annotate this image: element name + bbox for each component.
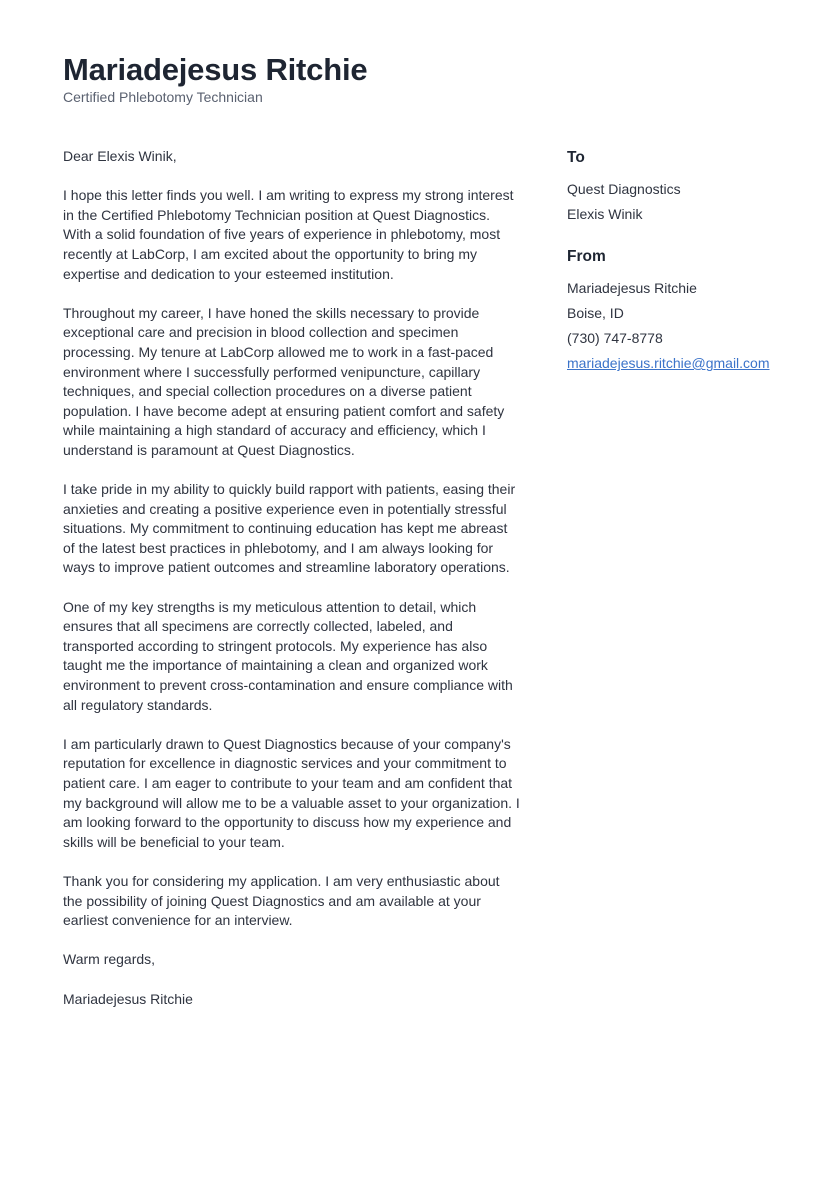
to-section xyxy=(567,148,807,227)
paragraph-2: Throughout my career, I have honed the skills necessary to provide exceptional care and precision in blood collection and specimen processing. My tenure at LabCorp allowed me to work in a fast-paced environment where I successfully performed venipuncture, capillary techniques, and special collection procedures on a diverse patient population. I have become adept at ensuring patient comfort and safety while maintaining a high standard of accuracy and efficiency, which I understand is paramount at Quest Diagnostics. xyxy=(63,304,505,458)
letter-body xyxy=(63,147,521,1029)
from-location: Boise, ID xyxy=(567,305,624,321)
salutation: Dear Elexis Winik, xyxy=(63,148,177,164)
paragraph-3: I take pride in my ability to quickly build rapport with patients, easing their anxieties and creating a positive experience even in potentially stressful situations. My commitment to continuing education has kept me abreast of the latest best practices in phlebotomy, and I am always looking for ways to improve patient outcomes and streamline laboratory operations. xyxy=(63,481,516,576)
to-company: Quest Diagnostics xyxy=(567,181,681,197)
paragraph-4: One of my key strengths is my meticulous attention to detail, which ensures that all specimens are correctly collected, labeled, and transported according to stringent protocols. My experience has also taught me the importance of maintaining a clean and organized work environment to prevent cross-contamination and ensure compliance with all regulatory standards. xyxy=(63,598,513,713)
paragraph-6: Thank you for considering my application. I am very enthusiastic about the possibility of joining Quest Diagnostics and am available at your earliest convenience for an interview. xyxy=(63,872,500,929)
to-heading: To xyxy=(567,149,585,166)
applicant-title: Certified Phlebotomy Technician xyxy=(63,89,263,105)
from-heading: From xyxy=(567,248,606,265)
email-link[interactable]: mariadejesus.ritchie@gmail.com xyxy=(567,355,770,371)
applicant-name: Mariadejesus Ritchie xyxy=(63,52,368,87)
contact-sidebar xyxy=(567,148,807,396)
letter-header xyxy=(63,52,763,106)
from-phone: (730) 747-8778 xyxy=(567,330,663,346)
paragraph-1: I hope this letter finds you well. I am writing to express my strong interest in the Certified Phlebotomy Technician position at Quest Diagnostics. With a solid foundation of five years of experience in phlebotomy, most recently at LabCorp, I am excited about the opportunity to bring my expertise and dedication to your esteemed institution. xyxy=(63,187,514,282)
signature: Mariadejesus Ritchie xyxy=(63,990,193,1007)
to-recipient: Elexis Winik xyxy=(567,206,643,222)
from-section xyxy=(567,247,807,376)
from-name: Mariadejesus Ritchie xyxy=(567,280,697,296)
closing: Warm regards, xyxy=(63,951,156,968)
paragraph-5: I am particularly drawn to Quest Diagnostics because of your company's reputation for excellence in diagnostic services and your commitment to patient care. I am eager to contribute to your team and am confident that my background will allow me to be a valuable asset to your organization. I am looking forward to the opportunity to discuss how my experience and skills will be beneficial to your team. xyxy=(63,735,520,850)
